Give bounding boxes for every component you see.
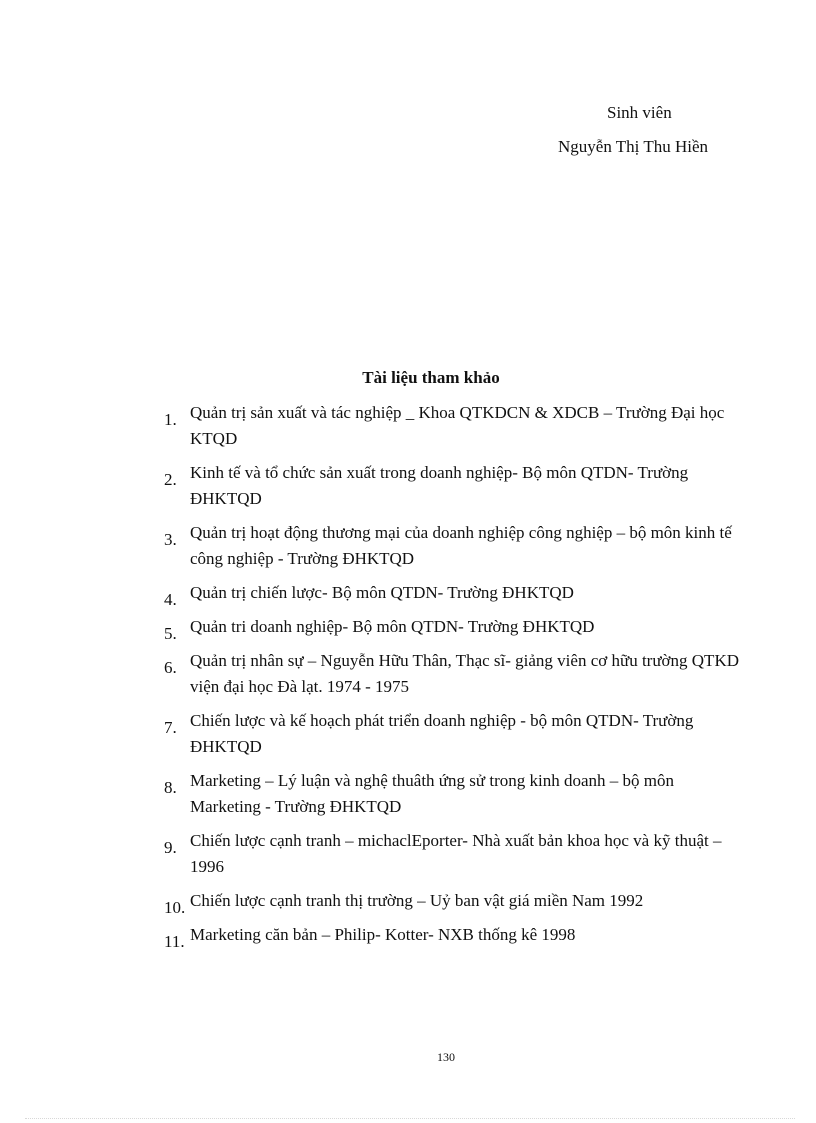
reference-number: 10. bbox=[164, 898, 186, 917]
reference-text: Chiến lược và kế hoạch phát triển doanh nghiệp - bộ môn QTDN- Trường ĐHKTQD bbox=[190, 711, 694, 756]
reference-number: 11. bbox=[164, 932, 185, 951]
reference-text: Quản trị nhân sự – Nguyễn Hữu Thân, Thạc sĩ- giảng viên cơ hữu trường QTKD viện đại học Đà lạt. 1974 - 1975 bbox=[190, 651, 739, 696]
reference-item bbox=[162, 648, 742, 700]
reference-text: Quản tri doanh nghiệp- Bộ môn QTDN- Trường ĐHKTQD bbox=[190, 617, 595, 636]
reference-text: Marketing – Lý luận và nghệ thuâth ứng sử trong kinh doanh – bộ môn Marketing - Trường ĐHKTQD bbox=[190, 771, 674, 816]
reference-item bbox=[162, 400, 742, 452]
signature-role: Sinh viên bbox=[607, 103, 672, 122]
page-bottom-divider bbox=[25, 1118, 795, 1119]
signature-name: Nguyễn Thị Thu Hiền bbox=[558, 137, 708, 156]
reference-number: 9. bbox=[164, 838, 177, 857]
reference-item bbox=[162, 922, 742, 951]
reference-number: 3. bbox=[164, 530, 177, 549]
reference-number: 8. bbox=[164, 778, 177, 797]
reference-item bbox=[162, 828, 742, 880]
reference-number: 7. bbox=[164, 718, 177, 737]
reference-text: Quản trị sản xuất và tác nghiệp _ Khoa QTKDCN & XDCB – Trường Đại học KTQD bbox=[190, 403, 725, 448]
reference-item bbox=[162, 888, 742, 917]
reference-text: Chiến lược cạnh tranh – michaclEporter- Nhà xuất bản khoa học và kỹ thuật – 1996 bbox=[190, 831, 722, 876]
reference-number: 5. bbox=[164, 624, 177, 643]
reference-number: 2. bbox=[164, 470, 177, 489]
reference-item bbox=[162, 708, 742, 760]
page-number: 130 bbox=[437, 1050, 455, 1064]
reference-number: 4. bbox=[164, 590, 177, 609]
reference-text: Quản trị chiến lược- Bộ môn QTDN- Trường ĐHKTQD bbox=[190, 583, 574, 602]
signature-block bbox=[520, 96, 750, 164]
reference-text: Quản trị hoạt động thương mại của doanh nghiệp công nghiệp – bộ môn kinh tế công nghiệp - Trường ĐHKTQD bbox=[190, 523, 732, 568]
reference-text: Kinh tế và tổ chức sản xuất trong doanh nghiệp- Bộ môn QTDN- Trường ĐHKTQD bbox=[190, 463, 689, 508]
reference-text: Marketing căn bản – Philip- Kotter- NXB thống kê 1998 bbox=[190, 925, 576, 944]
reference-item bbox=[162, 580, 742, 609]
references-list bbox=[162, 400, 742, 956]
reference-item bbox=[162, 460, 742, 512]
reference-number: 1. bbox=[164, 410, 177, 429]
reference-item bbox=[162, 768, 742, 820]
reference-number: 6. bbox=[164, 658, 177, 677]
reference-item bbox=[162, 614, 742, 643]
references-title: Tài liệu tham khảo bbox=[362, 368, 500, 387]
reference-item bbox=[162, 520, 742, 572]
reference-text: Chiến lược cạnh tranh thị trường – Uỷ ban vật giá miền Nam 1992 bbox=[190, 891, 644, 910]
